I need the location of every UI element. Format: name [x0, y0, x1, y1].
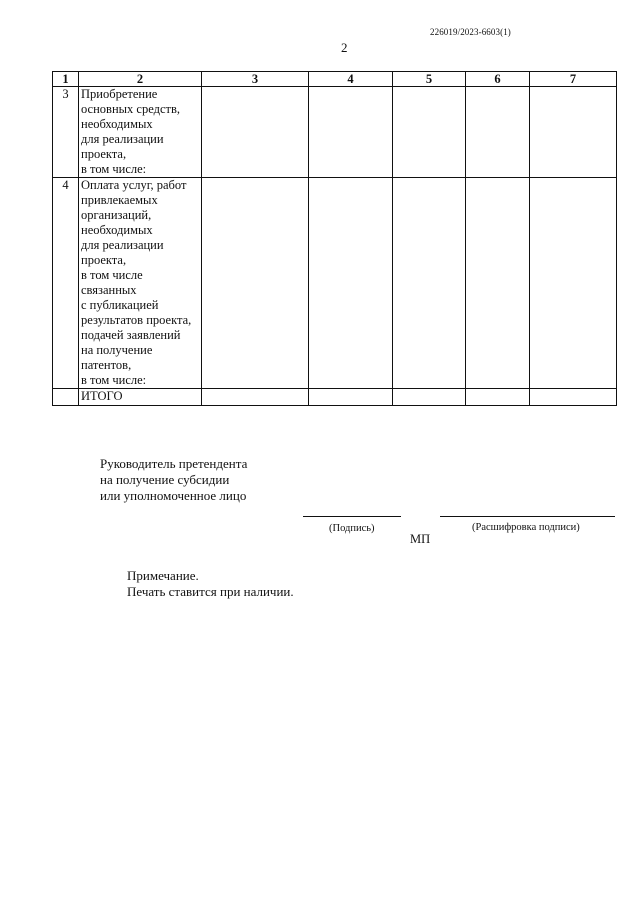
empty-cell [393, 87, 466, 178]
column-header: 4 [309, 72, 393, 87]
empty-cell [393, 178, 466, 389]
note-block [127, 568, 294, 600]
description-line: организаций, [81, 208, 152, 222]
description-line: патентов, [81, 358, 132, 372]
column-header: 7 [530, 72, 617, 87]
empty-cell [53, 389, 79, 406]
decode-signature-line [440, 516, 615, 517]
empty-cell [202, 178, 309, 389]
column-header: 3 [202, 72, 309, 87]
description-line: для реализации [81, 132, 164, 146]
signature-line [303, 516, 401, 517]
column-header: 2 [79, 72, 202, 87]
description-line: на получение [81, 343, 153, 357]
description-line: Приобретение [81, 87, 158, 101]
empty-cell [202, 389, 309, 406]
description-line: Оплата услуг, работ [81, 178, 187, 192]
signatory-line: или уполномоченное лицо [100, 488, 247, 503]
note-text: Печать ставится при наличии. [127, 584, 294, 599]
empty-cell [530, 178, 617, 389]
column-header: 1 [53, 72, 79, 87]
empty-cell [309, 389, 393, 406]
decode-signature-caption: (Расшифровка подписи) [472, 522, 580, 533]
column-header: 5 [393, 72, 466, 87]
description-line: в том числе [81, 268, 143, 282]
empty-cell [202, 87, 309, 178]
expense-table [52, 71, 617, 406]
empty-cell [309, 178, 393, 389]
description-line: в том числе: [81, 373, 147, 387]
empty-cell [466, 87, 530, 178]
row-description [79, 87, 202, 178]
row-description [79, 178, 202, 389]
total-label: ИТОГО [79, 389, 202, 406]
description-line: основных средств, [81, 102, 180, 116]
empty-cell [466, 389, 530, 406]
stamp-place-label: МП [410, 532, 431, 546]
description-line: проекта, [81, 147, 127, 161]
column-header: 6 [466, 72, 530, 87]
signature-caption: (Подпись) [329, 523, 375, 534]
signatory-line: на получение субсидии [100, 472, 230, 487]
table-header-row [53, 72, 617, 87]
empty-cell [309, 87, 393, 178]
total-row [53, 389, 617, 406]
description-line: результатов проекта, [81, 313, 192, 327]
description-line: необходимых [81, 117, 153, 131]
description-line: связанных [81, 283, 137, 297]
description-line: в том числе: [81, 162, 147, 176]
empty-cell [530, 87, 617, 178]
document-id: 226019/2023-6603(1) [430, 27, 511, 37]
empty-cell [393, 389, 466, 406]
note-title: Примечание. [127, 568, 199, 583]
description-line: с публикацией [81, 298, 159, 312]
signatory-block [100, 456, 247, 504]
description-line: подачей заявлений [81, 328, 181, 342]
description-line: для реализации [81, 238, 164, 252]
page-number: 2 [341, 40, 348, 55]
description-line: проекта, [81, 253, 127, 267]
empty-cell [530, 389, 617, 406]
description-line: привлекаемых [81, 193, 158, 207]
table-row [53, 178, 617, 389]
empty-cell [466, 178, 530, 389]
signatory-line: Руководитель претендента [100, 456, 248, 471]
row-number: 4 [53, 178, 79, 389]
table-row [53, 87, 617, 178]
row-number: 3 [53, 87, 79, 178]
description-line: необходимых [81, 223, 153, 237]
